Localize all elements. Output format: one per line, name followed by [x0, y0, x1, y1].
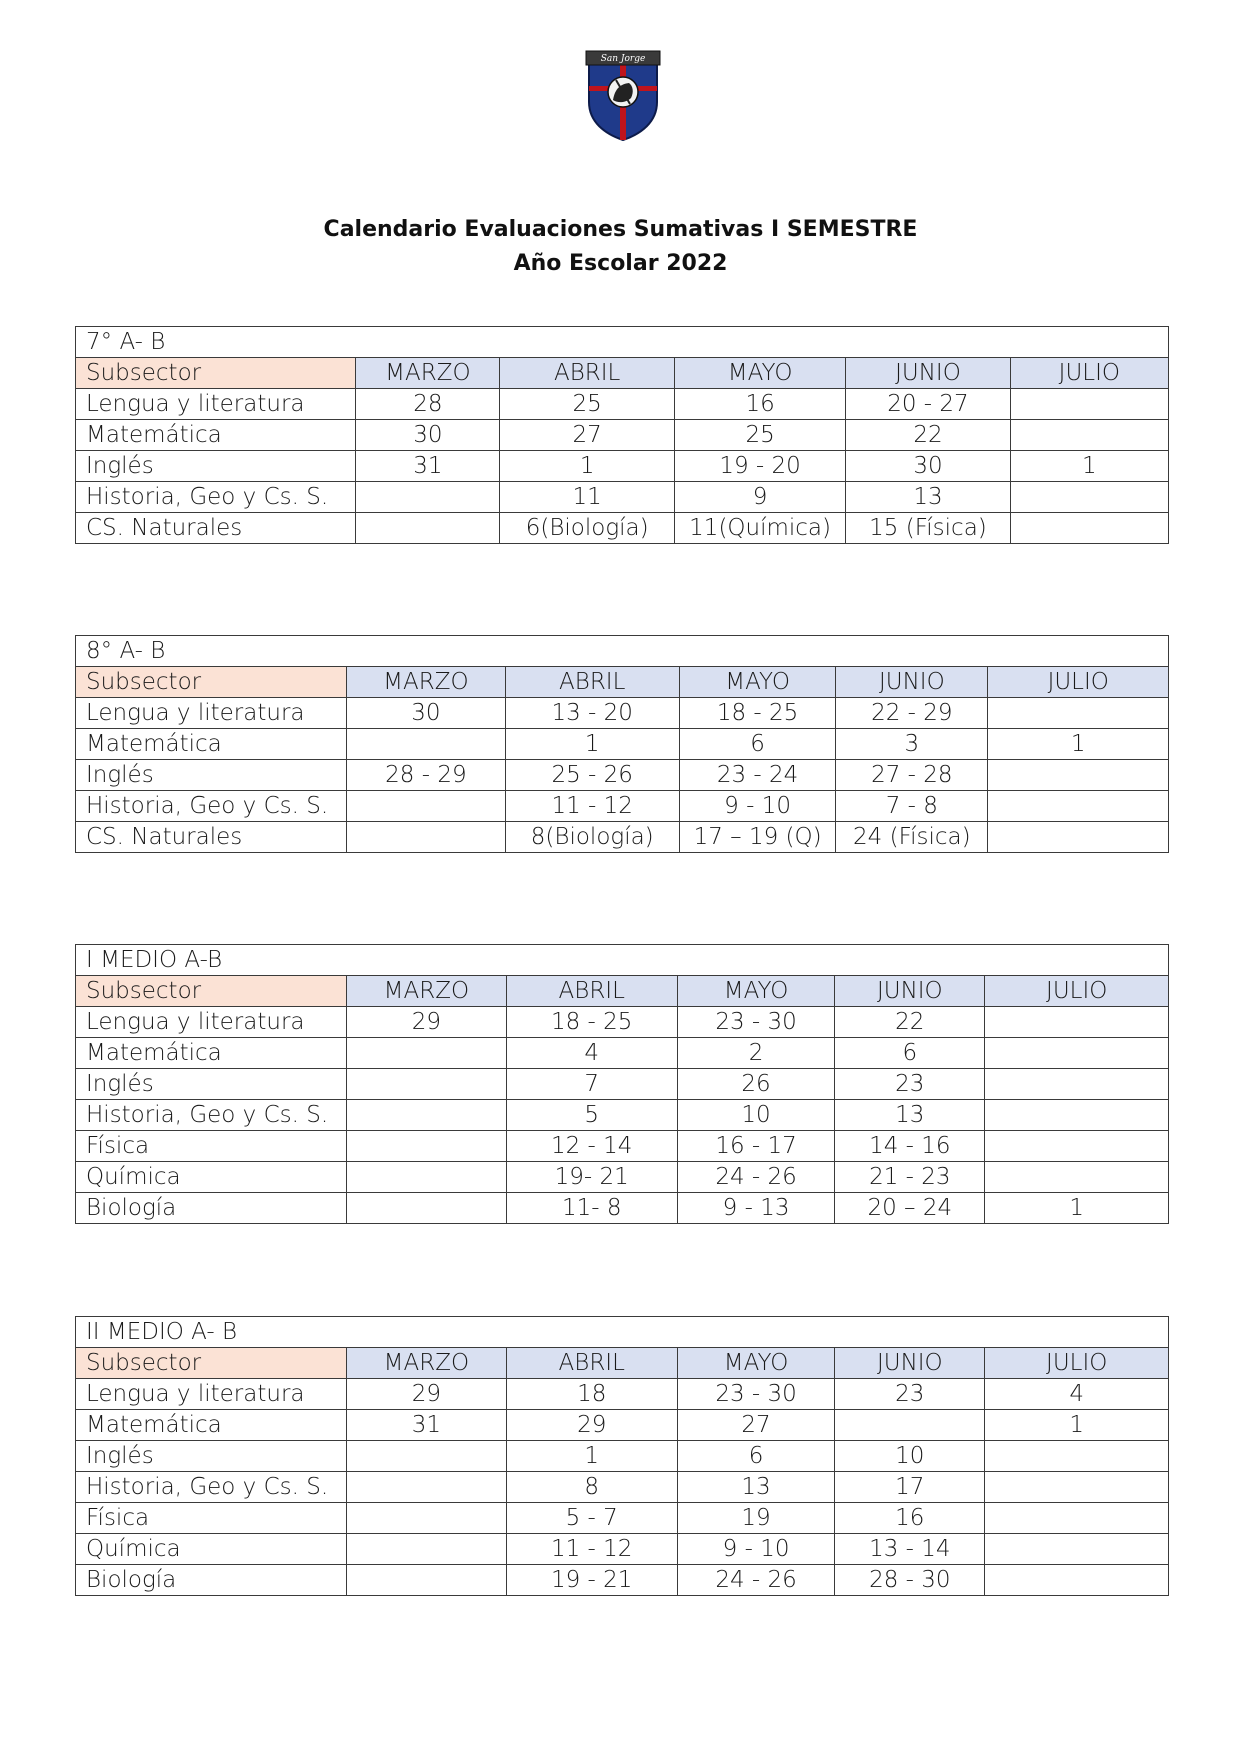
date-cell: 11 - 12 — [505, 791, 679, 822]
date-cell — [985, 1534, 1169, 1565]
date-cell — [347, 1100, 506, 1131]
date-cell: 6 — [677, 1441, 834, 1472]
date-cell: 23 — [835, 1379, 985, 1410]
date-cell — [988, 760, 1169, 791]
date-cell: 23 - 24 — [679, 760, 835, 791]
month-header: JUNIO — [835, 1348, 985, 1379]
date-cell: 26 — [677, 1069, 834, 1100]
date-cell — [347, 1534, 506, 1565]
course-table — [75, 944, 1169, 1224]
date-cell: 1 — [1010, 451, 1168, 482]
date-cell: 5 — [506, 1100, 677, 1131]
date-cell: 22 — [835, 1007, 985, 1038]
date-cell: 19 - 20 — [674, 451, 845, 482]
date-cell: 29 — [506, 1410, 677, 1441]
date-cell — [985, 1007, 1169, 1038]
date-cell: 11(Química) — [674, 513, 845, 544]
table-row — [76, 420, 1169, 451]
date-cell: 22 — [846, 420, 1010, 451]
subject-header: Subsector — [76, 1348, 347, 1379]
course-title-row — [76, 945, 1169, 976]
date-cell — [985, 1038, 1169, 1069]
date-cell — [1010, 389, 1168, 420]
date-cell — [1010, 513, 1168, 544]
date-cell — [347, 1069, 506, 1100]
subject-cell: CS. Naturales — [76, 822, 347, 853]
month-header: ABRIL — [505, 667, 679, 698]
date-cell: 23 - 30 — [677, 1007, 834, 1038]
table-row — [76, 1534, 1169, 1565]
date-cell: 20 - 27 — [846, 389, 1010, 420]
course-title: 7° A- B — [76, 327, 1169, 358]
table-row — [76, 1410, 1169, 1441]
date-cell: 10 — [835, 1441, 985, 1472]
table-row — [76, 822, 1169, 853]
date-cell — [985, 1565, 1169, 1596]
date-cell: 10 — [677, 1100, 834, 1131]
date-cell — [985, 1100, 1169, 1131]
date-cell: 6(Biología) — [500, 513, 674, 544]
date-cell: 16 — [674, 389, 845, 420]
subject-cell: Biología — [76, 1193, 347, 1224]
month-header: JULIO — [1010, 358, 1168, 389]
date-cell: 27 — [500, 420, 674, 451]
subject-cell: Inglés — [76, 1441, 347, 1472]
month-header: JUNIO — [836, 667, 988, 698]
table-row — [76, 1131, 1169, 1162]
date-cell — [985, 1472, 1169, 1503]
course-table — [75, 635, 1169, 853]
subject-header: Subsector — [76, 976, 347, 1007]
date-cell — [835, 1410, 985, 1441]
month-header: MARZO — [347, 976, 506, 1007]
date-cell: 30 — [356, 420, 500, 451]
month-header: JUNIO — [835, 976, 985, 1007]
date-cell: 6 — [679, 729, 835, 760]
month-header: MAYO — [679, 667, 835, 698]
table-row — [76, 389, 1169, 420]
subject-cell: Lengua y literatura — [76, 1379, 347, 1410]
date-cell: 8(Biología) — [505, 822, 679, 853]
table-row — [76, 451, 1169, 482]
table-row — [76, 1565, 1169, 1596]
month-header: MAYO — [674, 358, 845, 389]
course-table — [75, 326, 1169, 544]
month-header: MAYO — [677, 976, 834, 1007]
course-title-row — [76, 1317, 1169, 1348]
month-header: JULIO — [985, 1348, 1169, 1379]
svg-text:San Jorge: San Jorge — [600, 54, 646, 64]
date-cell: 24 (Física) — [836, 822, 988, 853]
date-cell: 6 — [835, 1038, 985, 1069]
date-cell: 16 - 17 — [677, 1131, 834, 1162]
date-cell — [347, 1193, 506, 1224]
subject-cell: Química — [76, 1534, 347, 1565]
course-title-row — [76, 327, 1169, 358]
course-title: II MEDIO A- B — [76, 1317, 1169, 1348]
date-cell: 16 — [835, 1503, 985, 1534]
date-cell: 11 - 12 — [506, 1534, 677, 1565]
table-row — [76, 1007, 1169, 1038]
date-cell: 27 - 28 — [836, 760, 988, 791]
date-cell: 4 — [506, 1038, 677, 1069]
date-cell: 4 — [985, 1379, 1169, 1410]
date-cell — [347, 1441, 506, 1472]
date-cell: 23 - 30 — [677, 1379, 834, 1410]
subject-header: Subsector — [76, 667, 347, 698]
month-header: MAYO — [677, 1348, 834, 1379]
subject-cell: Biología — [76, 1565, 347, 1596]
date-cell — [356, 513, 500, 544]
table-row — [76, 729, 1169, 760]
date-cell — [347, 1472, 506, 1503]
date-cell — [985, 1441, 1169, 1472]
month-header: ABRIL — [500, 358, 674, 389]
date-cell: 1 — [500, 451, 674, 482]
subject-cell: Lengua y literatura — [76, 698, 347, 729]
date-cell: 27 — [677, 1410, 834, 1441]
date-cell: 13 — [835, 1100, 985, 1131]
date-cell: 13 - 14 — [835, 1534, 985, 1565]
subject-cell: Inglés — [76, 451, 356, 482]
table-row — [76, 482, 1169, 513]
date-cell: 13 — [677, 1472, 834, 1503]
date-cell: 9 - 13 — [677, 1193, 834, 1224]
date-cell: 19 - 21 — [506, 1565, 677, 1596]
subject-cell: Matemática — [76, 420, 356, 451]
month-header: JULIO — [988, 667, 1169, 698]
month-header: ABRIL — [506, 976, 677, 1007]
table-row — [76, 1162, 1169, 1193]
date-cell: 3 — [836, 729, 988, 760]
subject-cell: Física — [76, 1503, 347, 1534]
date-cell — [347, 1038, 506, 1069]
date-cell: 31 — [347, 1410, 506, 1441]
subject-cell: Química — [76, 1162, 347, 1193]
date-cell: 1 — [506, 1441, 677, 1472]
date-cell — [985, 1131, 1169, 1162]
date-cell — [1010, 420, 1168, 451]
date-cell — [988, 791, 1169, 822]
date-cell — [347, 1162, 506, 1193]
date-cell: 1 — [988, 729, 1169, 760]
date-cell: 9 - 10 — [677, 1534, 834, 1565]
date-cell: 29 — [347, 1007, 506, 1038]
date-cell: 1 — [985, 1193, 1169, 1224]
date-cell: 22 - 29 — [836, 698, 988, 729]
date-cell: 31 — [356, 451, 500, 482]
subject-cell: Matemática — [76, 729, 347, 760]
subject-cell: Historia, Geo y Cs. S. — [76, 791, 347, 822]
date-cell: 1 — [505, 729, 679, 760]
date-cell: 13 — [846, 482, 1010, 513]
subject-cell: CS. Naturales — [76, 513, 356, 544]
date-cell: 12 - 14 — [506, 1131, 677, 1162]
subject-cell: Historia, Geo y Cs. S. — [76, 1100, 347, 1131]
table-row — [76, 791, 1169, 822]
date-cell: 17 – 19 (Q) — [679, 822, 835, 853]
date-cell: 29 — [347, 1379, 506, 1410]
table-row — [76, 760, 1169, 791]
subject-cell: Inglés — [76, 760, 347, 791]
date-cell: 21 - 23 — [835, 1162, 985, 1193]
date-cell: 20 – 24 — [835, 1193, 985, 1224]
date-cell: 18 - 25 — [679, 698, 835, 729]
table-row — [76, 1038, 1169, 1069]
date-cell — [988, 698, 1169, 729]
date-cell — [985, 1162, 1169, 1193]
document-title: Calendario Evaluaciones Sumativas I SEMESTRE — [323, 217, 918, 242]
date-cell: 18 - 25 — [506, 1007, 677, 1038]
table-row — [76, 513, 1169, 544]
date-cell: 28 - 29 — [347, 760, 505, 791]
header-row — [76, 976, 1169, 1007]
date-cell: 2 — [677, 1038, 834, 1069]
date-cell — [347, 791, 505, 822]
date-cell: 24 - 26 — [677, 1162, 834, 1193]
subject-header: Subsector — [76, 358, 356, 389]
date-cell — [347, 729, 505, 760]
course-title: 8° A- B — [76, 636, 1169, 667]
date-cell: 23 — [835, 1069, 985, 1100]
header-row — [76, 1348, 1169, 1379]
subject-cell: Matemática — [76, 1410, 347, 1441]
school-year-title: Año Escolar 2022 — [513, 251, 728, 276]
date-cell: 28 — [356, 389, 500, 420]
date-cell — [1010, 482, 1168, 513]
date-cell: 9 — [674, 482, 845, 513]
date-cell: 7 - 8 — [836, 791, 988, 822]
month-header: MARZO — [356, 358, 500, 389]
date-cell — [347, 822, 505, 853]
date-cell: 17 — [835, 1472, 985, 1503]
date-cell: 5 - 7 — [506, 1503, 677, 1534]
month-header: JUNIO — [846, 358, 1010, 389]
course-title: I MEDIO A-B — [76, 945, 1169, 976]
date-cell: 7 — [506, 1069, 677, 1100]
date-cell: 19- 21 — [506, 1162, 677, 1193]
date-cell — [347, 1503, 506, 1534]
date-cell: 25 — [674, 420, 845, 451]
subject-cell: Inglés — [76, 1069, 347, 1100]
date-cell — [347, 1565, 506, 1596]
school-crest-logo — [585, 50, 661, 142]
date-cell: 11- 8 — [506, 1193, 677, 1224]
header-row — [76, 358, 1169, 389]
table-row — [76, 1069, 1169, 1100]
date-cell: 28 - 30 — [835, 1565, 985, 1596]
course-table — [75, 1316, 1169, 1596]
date-cell: 30 — [347, 698, 505, 729]
date-cell: 13 - 20 — [505, 698, 679, 729]
date-cell: 1 — [985, 1410, 1169, 1441]
date-cell: 18 — [506, 1379, 677, 1410]
table-row — [76, 1100, 1169, 1131]
table-row — [76, 1193, 1169, 1224]
subject-cell: Matemática — [76, 1038, 347, 1069]
date-cell: 11 — [500, 482, 674, 513]
date-cell: 30 — [846, 451, 1010, 482]
month-header: ABRIL — [506, 1348, 677, 1379]
table-row — [76, 1472, 1169, 1503]
table-row — [76, 1441, 1169, 1472]
month-header: MARZO — [347, 667, 505, 698]
subject-cell: Historia, Geo y Cs. S. — [76, 482, 356, 513]
table-row — [76, 698, 1169, 729]
header-row — [76, 667, 1169, 698]
date-cell — [988, 822, 1169, 853]
date-cell — [356, 482, 500, 513]
subject-cell: Lengua y literatura — [76, 1007, 347, 1038]
date-cell: 14 - 16 — [835, 1131, 985, 1162]
date-cell: 25 — [500, 389, 674, 420]
subject-cell: Física — [76, 1131, 347, 1162]
table-row — [76, 1379, 1169, 1410]
table-row — [76, 1503, 1169, 1534]
month-header: JULIO — [985, 976, 1169, 1007]
date-cell — [985, 1069, 1169, 1100]
date-cell: 19 — [677, 1503, 834, 1534]
date-cell — [985, 1503, 1169, 1534]
course-title-row — [76, 636, 1169, 667]
date-cell: 24 - 26 — [677, 1565, 834, 1596]
subject-cell: Historia, Geo y Cs. S. — [76, 1472, 347, 1503]
date-cell — [347, 1131, 506, 1162]
date-cell: 25 - 26 — [505, 760, 679, 791]
date-cell: 9 - 10 — [679, 791, 835, 822]
month-header: MARZO — [347, 1348, 506, 1379]
date-cell: 15 (Física) — [846, 513, 1010, 544]
date-cell: 8 — [506, 1472, 677, 1503]
subject-cell: Lengua y literatura — [76, 389, 356, 420]
